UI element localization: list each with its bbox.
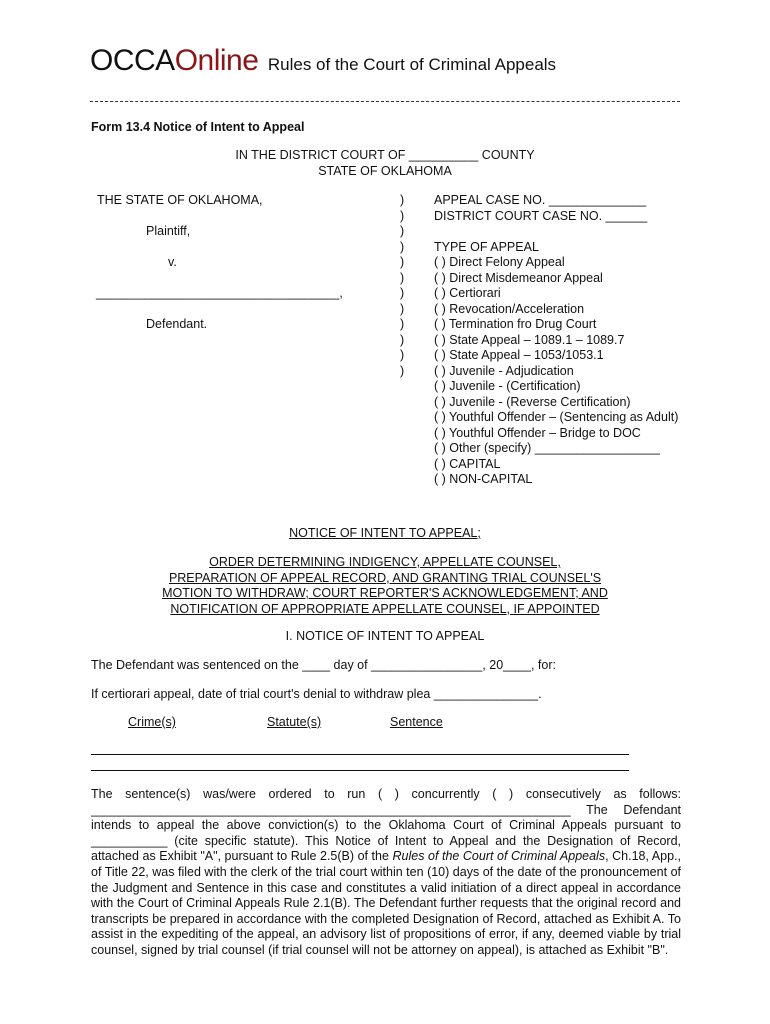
notice-title-block (90, 526, 680, 542)
case-info (434, 193, 678, 488)
plaintiff-name: THE STATE OF OKLAHOMA, (97, 193, 263, 207)
paren: ) (400, 317, 405, 331)
paren: ) (400, 348, 405, 362)
appeal-option: ( ) Termination fro Drug Court (434, 317, 597, 331)
appeal-option: ( ) Youthful Offender – (Sentencing as Adult) (434, 410, 679, 424)
order-title-line: NOTIFICATION OF APPROPRIATE APPELLATE COUNSEL, IF APPOINTED (170, 601, 600, 616)
appeal-option: ( ) Juvenile - Adjudication (434, 363, 574, 378)
order-title-line: MOTION TO WITHDRAW; COURT REPORTER'S ACKNOWLEDGEMENT; AND (162, 586, 608, 600)
paren: ) (400, 270, 405, 285)
appeal-option: ( ) Direct Misdemeanor Appeal (434, 270, 603, 285)
appeal-case-no: APPEAL CASE NO. ______________ (434, 193, 647, 207)
paren: ) (400, 332, 405, 347)
type-of-appeal-heading: TYPE OF APPEAL (434, 239, 539, 254)
blank-line (91, 754, 629, 755)
header-title: Rules of the Court of Criminal Appeals (267, 55, 557, 74)
paren: ) (400, 208, 405, 223)
column-statute: Statute(s) (267, 715, 322, 729)
order-title-line: PREPARATION OF APPEAL RECORD, AND GRANTING TRIAL COUNSEL'S (168, 570, 602, 585)
district-case-no: DISTRICT COURT CASE NO. ______ (434, 208, 648, 223)
defendant-label: Defendant. (146, 317, 208, 331)
sentenced-line: The Defendant was sentenced on the ____ day of ________________, 20____, for: (91, 658, 556, 672)
paragraph-part-2: , Ch.18, App., of Title 22, was filed with the clerk of the trial court within ten (10) days of the date of the pronouncement of the Judgment and Sentence in this case and constitutes a valid initiation of a direct appeal in accordance with the Court of Criminal Appeals Rule 2.1(B). The Defendant further requests that the original record and transcripts be prepared in accordance with the completed Designation of Record, attached as Exhibit A. To assist in the expediting of the appeal, an advisory list of propositions of error, if any, deemed viable by trial counsel, signed by trial counsel (if trial counsel will not be attorney on appeal), is attached as Exhibit "B". (91, 849, 681, 957)
column-crime: Crime(s) (128, 715, 176, 729)
blank-line (91, 770, 629, 771)
appeal-option: ( ) Certiorari (434, 286, 501, 300)
caption-parens (400, 193, 404, 379)
body-paragraph (91, 787, 681, 959)
appeal-option: ( ) CAPITAL (434, 456, 501, 471)
order-title-block (90, 555, 680, 617)
page-header (90, 44, 556, 78)
form-title: Form 13.4 Notice of Intent to Appeal (91, 120, 305, 134)
defendant-blank: ___________________________________, (96, 286, 343, 300)
appeal-option: ( ) State Appeal – 1089.1 – 1089.7 (434, 332, 625, 347)
court-line-2: STATE OF OKLAHOMA (318, 164, 452, 178)
appeal-option: ( ) Other (specify) __________________ (434, 441, 660, 455)
appeal-option: ( ) State Appeal – 1053/1053.1 (434, 348, 604, 362)
paren: ) (400, 363, 405, 378)
paren: ) (400, 224, 405, 238)
paren: ) (400, 301, 405, 316)
spacer (434, 224, 678, 240)
appeal-option: ( ) Direct Felony Appeal (434, 255, 565, 269)
plaintiff-label: Plaintiff, (146, 224, 191, 238)
appeal-option: ( ) Revocation/Acceleration (434, 301, 585, 316)
versus: v. (168, 255, 177, 269)
appeal-option: ( ) Juvenile - (Certification) (434, 379, 581, 393)
paragraph-part-1: The sentence(s) was/were ordered to run ( ) concurrently ( ) consecutively as follows: _____________________________________________________________________ The Defendant intends to appeal the above conviction(s) to the Oklahoma Court of Criminal Appeals pursuant to ___________ (cite specific statute). This Notice of Intent to Appeal and the Designation of Record, attached as Exhibit "A", pursuant to Rule 2.5(B) of the (91, 787, 681, 864)
column-sentence: Sentence (390, 715, 443, 729)
certiorari-line: If certiorari appeal, date of trial court's denial to withdraw plea _______________. (91, 687, 542, 701)
notice-title: NOTICE OF INTENT TO APPEAL; (289, 526, 481, 540)
paren: ) (400, 239, 405, 254)
appeal-option: ( ) Youthful Offender – Bridge to DOC (434, 425, 641, 440)
header-divider (90, 101, 680, 102)
brand-online: Online (174, 44, 259, 77)
paren: ) (400, 193, 405, 207)
court-line-1: IN THE DISTRICT COURT OF __________ COUNTY (235, 148, 535, 162)
paren: ) (400, 286, 405, 300)
order-title-line: ORDER DETERMINING INDIGENCY, APPELLATE COUNSEL, (209, 555, 561, 569)
section-heading: I. NOTICE OF INTENT TO APPEAL (285, 629, 485, 643)
paragraph-italic: Rules of the Court of Criminal Appeals (392, 849, 606, 864)
appeal-option: ( ) NON-CAPITAL (434, 472, 533, 486)
brand-occa: OCCA (90, 44, 175, 77)
paren: ) (400, 255, 405, 269)
appeal-option: ( ) Juvenile - (Reverse Certification) (434, 394, 631, 409)
